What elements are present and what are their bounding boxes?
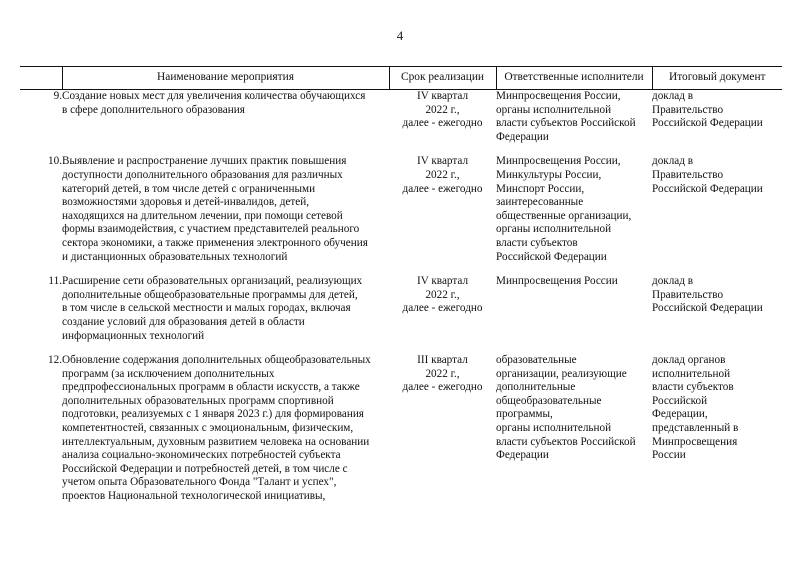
text-line: общественные организации, xyxy=(496,209,632,222)
text-line: Минпросвещения России, xyxy=(496,155,621,168)
text-line: далее - ежегодно xyxy=(402,302,483,315)
responsible-cell xyxy=(496,275,652,343)
text-line: возможностями здоровья и детей-инвалидов, детей, xyxy=(62,196,309,209)
column-header-document: Итоговый документ xyxy=(652,67,782,90)
table-header-row xyxy=(20,67,782,90)
text-line: общеобразовательные xyxy=(496,394,602,407)
row-spacer-cell xyxy=(652,343,782,354)
text-line: доклад в xyxy=(652,155,694,168)
text-line: Минкультуры России, xyxy=(496,168,602,181)
text-line: в сфере дополнительного образования xyxy=(62,103,245,116)
text-line: программы, xyxy=(496,408,553,421)
text-line: компетентностей, связанных с эмоциональным, физическим, xyxy=(62,422,354,435)
text-line: Федерации xyxy=(496,449,549,462)
text-line: анализа социально-экономических потребностей субъекта xyxy=(62,449,341,462)
row-spacer-cell xyxy=(389,144,496,155)
text-line: информационных технологий xyxy=(62,329,205,342)
text-line: исполнительной xyxy=(652,367,731,380)
row-spacer xyxy=(20,264,782,275)
text-line: власти субъектов xyxy=(652,381,734,394)
text-line: власти субъектов Российской xyxy=(496,435,636,448)
column-header-responsible: Ответственные исполнители xyxy=(496,67,652,90)
table-row xyxy=(20,354,782,504)
text-line: Минпросвещения России xyxy=(496,275,618,288)
text-line: в том числе в сельской местности и малых городах, включая xyxy=(62,302,351,315)
deadline-cell xyxy=(389,155,496,264)
text-line: власти субъектов Российской xyxy=(496,117,636,130)
row-spacer xyxy=(20,343,782,354)
text-line: органы исполнительной xyxy=(496,103,612,116)
row-spacer-cell xyxy=(20,343,62,354)
row-spacer-cell xyxy=(62,264,389,275)
responsible-cell xyxy=(496,155,652,264)
row-spacer-cell xyxy=(496,144,652,155)
row-spacer-cell xyxy=(62,144,389,155)
text-line: России xyxy=(652,449,686,462)
text-line: находящихся на длительном лечении, при помощи сетевой xyxy=(62,209,343,222)
text-line: III квартал xyxy=(417,354,468,367)
text-line: формы взаимодействия, с участием представителей реального xyxy=(62,223,360,236)
row-spacer-cell xyxy=(389,264,496,275)
text-line: Правительство xyxy=(652,288,724,301)
measure-name-cell xyxy=(62,354,389,504)
text-line: Минпросвещения xyxy=(652,435,738,448)
column-header-term: Срок реализации xyxy=(389,67,496,90)
text-line: IV квартал xyxy=(416,275,469,288)
table-row xyxy=(20,155,782,264)
text-line: 2022 г., xyxy=(425,168,460,181)
text-line: 2022 г., xyxy=(425,367,460,380)
text-line: далее - ежегодно xyxy=(402,182,483,195)
row-number-cell: 9. xyxy=(53,90,62,102)
text-line: дополнительные общеобразовательные программы для детей, xyxy=(62,288,358,301)
text-line: 2022 г., xyxy=(425,103,460,116)
row-spacer-cell xyxy=(652,144,782,155)
text-line: Правительство xyxy=(652,168,724,181)
text-line: проектов Национальной технологической инициативы, xyxy=(62,490,326,503)
measures-table xyxy=(20,66,782,504)
text-line: дополнительных образовательных программ спортивной xyxy=(62,394,334,407)
table-row xyxy=(20,90,782,145)
text-line: Российской Федерации и потребностей детей, в том числе с xyxy=(62,462,348,475)
text-line: Российской Федерации xyxy=(496,250,607,263)
deadline-cell xyxy=(389,275,496,343)
text-line: Минспорт России, xyxy=(496,182,585,195)
row-spacer-cell xyxy=(20,144,62,155)
column-header-number xyxy=(20,67,62,90)
text-line: IV квартал xyxy=(416,90,469,102)
text-line: заинтересованные xyxy=(496,196,584,209)
row-spacer xyxy=(20,144,782,155)
text-line: далее - ежегодно xyxy=(402,381,483,394)
text-line: Правительство xyxy=(652,103,724,116)
text-line: и дистанционных образовательных технологий xyxy=(62,250,288,263)
text-line: Федерации xyxy=(496,130,549,143)
text-line: Федерации, xyxy=(652,408,708,421)
text-line: доклад в xyxy=(652,90,694,102)
row-spacer-cell xyxy=(652,264,782,275)
text-line: далее - ежегодно xyxy=(402,117,483,130)
page-number: 4 xyxy=(396,28,404,43)
text-line: доклад органов xyxy=(652,354,726,367)
measure-name-cell xyxy=(62,155,389,264)
text-line: доклад в xyxy=(652,275,694,288)
row-spacer-cell xyxy=(20,264,62,275)
responsible-cell xyxy=(496,354,652,504)
text-line: IV квартал xyxy=(416,155,469,168)
table-body xyxy=(20,90,782,504)
text-line: программ (за исключением дополнительных xyxy=(62,367,275,380)
text-line: дополнительные xyxy=(496,381,576,394)
text-line: Российской Федерации xyxy=(652,117,763,130)
responsible-cell xyxy=(496,90,652,145)
text-line: Расширение сети образовательных организаций, реализующих xyxy=(62,275,363,288)
column-header-name: Наименование мероприятия xyxy=(62,67,389,90)
table-header xyxy=(20,67,782,90)
text-line: Российской xyxy=(652,394,708,407)
text-line: Обновление содержания дополнительных общеобразовательных xyxy=(62,354,371,367)
text-line: предпрофессиональных программ в области искусств, а также xyxy=(62,381,360,394)
text-line: образовательные xyxy=(496,354,577,367)
deadline-cell xyxy=(389,354,496,504)
text-line: органы исполнительной xyxy=(496,223,612,236)
measure-name-cell xyxy=(62,90,389,145)
text-line: Российской Федерации xyxy=(652,302,763,315)
text-line: Минпросвещения России, xyxy=(496,90,621,102)
text-line: 2022 г., xyxy=(425,288,460,301)
row-number-cell: 12. xyxy=(48,354,62,367)
text-line: учетом опыта Образовательного Фонда "Талант и успех", xyxy=(62,476,337,489)
row-number-cell: 11. xyxy=(48,275,62,288)
text-line: доступности дополнительного образования для различных xyxy=(62,168,343,181)
result-document-cell xyxy=(652,354,782,504)
text-line: Выявление и распространение лучших практик повышения xyxy=(62,155,347,168)
row-spacer-cell xyxy=(496,343,652,354)
deadline-cell xyxy=(389,90,496,145)
row-spacer-cell xyxy=(389,343,496,354)
text-line: органы исполнительной xyxy=(496,422,612,435)
text-line: сектора экономики, а также применения электронного обучения xyxy=(62,236,368,249)
text-line: подготовки, реализуемых с 1 января 2023 г.) для формирования xyxy=(62,408,364,421)
result-document-cell xyxy=(652,155,782,264)
text-line: интеллектуальным, духовным развитием человека на основании xyxy=(62,435,370,448)
row-number-cell: 10. xyxy=(48,155,62,168)
result-document-cell xyxy=(652,90,782,145)
row-spacer-cell xyxy=(62,343,389,354)
text-line: организации, реализующие xyxy=(496,367,627,380)
text-line: Российской Федерации xyxy=(652,182,763,195)
table-row xyxy=(20,275,782,343)
row-spacer-cell xyxy=(496,264,652,275)
measure-name-cell xyxy=(62,275,389,343)
text-line: Создание новых мест для увеличения количества обучающихся xyxy=(62,90,366,102)
text-line: власти субъектов xyxy=(496,236,578,249)
text-line: категорий детей, в том числе детей с ограниченными xyxy=(62,182,316,195)
text-line: представленный в xyxy=(652,422,739,435)
result-document-cell xyxy=(652,275,782,343)
text-line: создание условий для образования детей в области xyxy=(62,315,305,328)
